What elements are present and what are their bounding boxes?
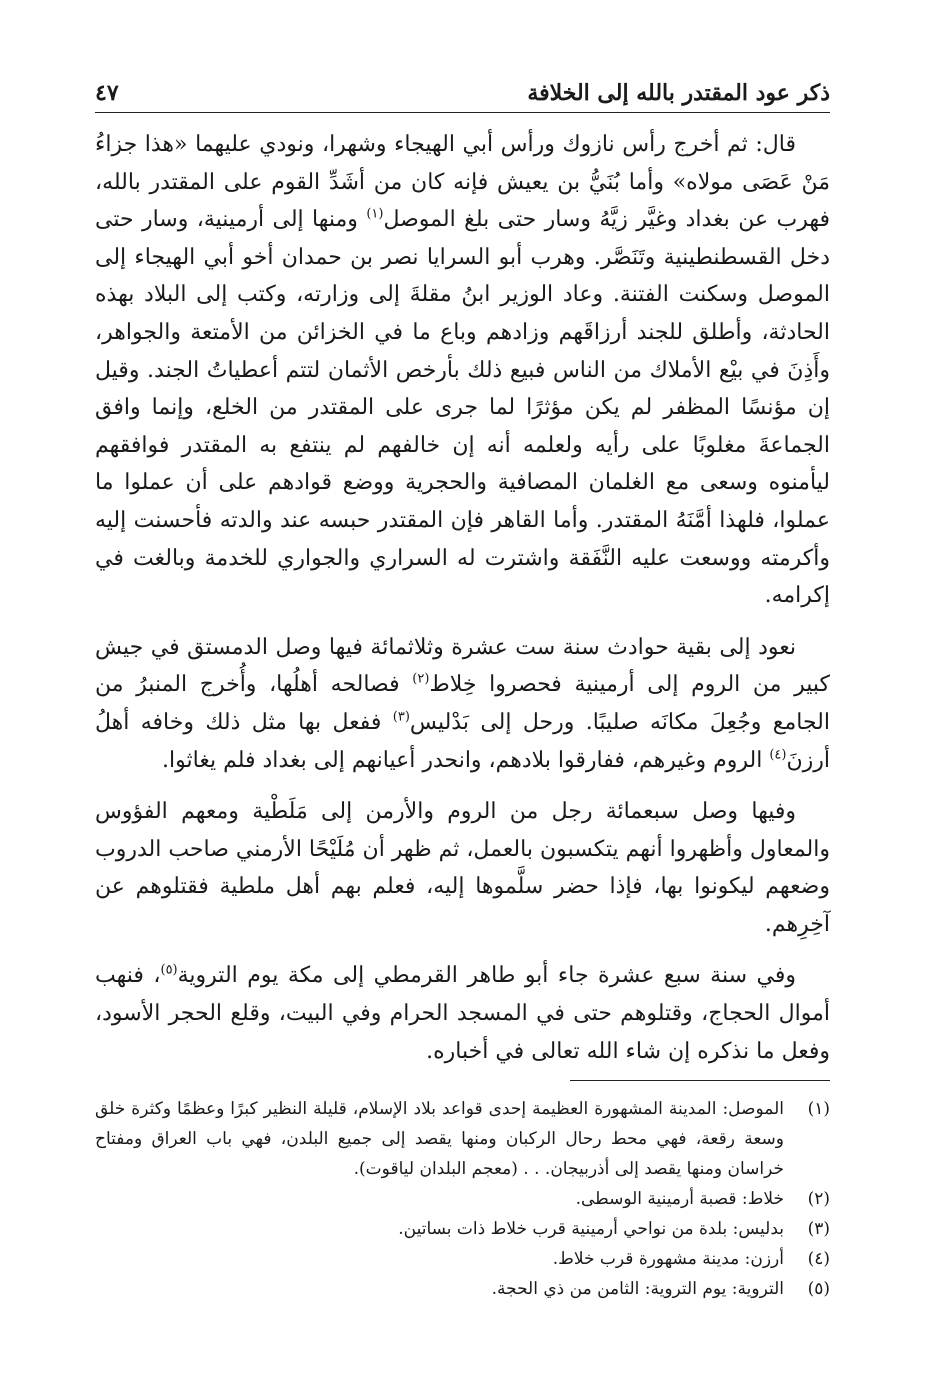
footnote-ref-4[interactable]: (٤) bbox=[769, 747, 787, 763]
footnote-text: أرزن: مدينة مشهورة قرب خلاط. bbox=[552, 1249, 784, 1269]
paragraph-4-text-a: وفي سنة سبع عشرة جاء أبو طاهر القرمطي إلى مكة يوم التروية bbox=[177, 963, 796, 989]
paragraph-2-text-d: الروم وغيرهم، ففارقوا بلادهم، وانحدر أعيانهم إلى بغداد فلم يغاثوا. bbox=[162, 747, 770, 773]
footnote-2 bbox=[95, 1184, 830, 1214]
footnote-text: الموصل: المدينة المشهورة العظيمة إحدى قواعد بلاد الإسلام، قليلة النظير كبرًا وعظمًا وكثرة خلق وسعة رقعة، فهي محط رحال الركبان ومنها يقصد إلى جميع البلدن، فهي باب العراق ومفتاح خراسان ومنها يقصد إلى أذربيجان. . . (معجم البلدان لياقوت). bbox=[95, 1099, 784, 1179]
footnote-ref-2[interactable]: (٢) bbox=[412, 671, 430, 687]
footnote-5 bbox=[95, 1274, 830, 1304]
paragraph-1 bbox=[95, 126, 830, 615]
footnote-number: (٣) bbox=[807, 1219, 830, 1239]
page-number: ٤٧ bbox=[95, 80, 119, 106]
footnote-ref-3[interactable]: (٣) bbox=[392, 709, 410, 725]
footnote-text: بدليس: بلدة من نواحي أرمينية قرب خلاط ذات بساتين. bbox=[398, 1219, 784, 1239]
footnotes bbox=[95, 1094, 830, 1304]
paragraph-3: وفيها وصل سبعمائة رجل من الروم والأرمن إلى مَلَطْية ومعهم الفؤوس والمعاول وأظهروا أنهم يتكسبون بالعمل، ثم ظهر أن مُلَيْحًا الأرمني صاحب الدروب وضعهم ليكونوا بها، فإذا حضر سلَّموها إليه، فعلم بهم أهل ملطية فقتلوهم عن آخِرِهم. bbox=[95, 799, 830, 937]
footnote-text: خلاط: قصبة أرمينية الوسطى. bbox=[575, 1189, 784, 1209]
footnote-number: (١) bbox=[807, 1099, 830, 1119]
paragraph-4 bbox=[95, 957, 830, 1070]
footnote-4 bbox=[95, 1244, 830, 1274]
footnote-ref-5[interactable]: (٥) bbox=[160, 963, 178, 979]
footnote-text: التروية: يوم التروية: الثامن من ذي الحجة. bbox=[491, 1279, 784, 1299]
footnote-separator bbox=[570, 1080, 830, 1081]
paragraph-2-text-a: نعود إلى بقية حوادث سنة ست عشرة وثلاثمائة فيها وصل الدمستق في جيش كبير من الروم إلى أرمينية فحصروا خِلاط bbox=[95, 634, 830, 698]
header-rule bbox=[95, 112, 830, 113]
paragraph-2 bbox=[95, 629, 830, 779]
running-header bbox=[95, 78, 830, 112]
paragraph-2-text-b: فصالحه أهلُها، وأُخرج المنبرُ من الجامع وجُعِلَ مكانَه صليبًا. ورحل إلى بَدْليس bbox=[95, 672, 830, 735]
footnote-3 bbox=[95, 1214, 830, 1244]
main-text bbox=[95, 126, 830, 1070]
footnote-ref-1[interactable]: (١) bbox=[366, 206, 384, 222]
running-title: ذكر عود المقتدر بالله إلى الخلافة bbox=[527, 80, 830, 106]
footnote-number: (٢) bbox=[807, 1189, 830, 1209]
paragraph-1-text-b: ومنها إلى أرمينية، وسار حتى دخل القسطنطينية وتَنَصَّر. وهرب أبو السرايا نصر بن حمدان أخو أبي الهيجاء إلى الموصل وسكنت الفتنة. وعاد الوزير ابنُ مقلةَ إلى وزارته، وكتب إلى البلاد بهذه الحادثة، وأطلق للجند أرزاقَهم وزادهم وباع ما في الخزائن من الأمتعة والجواهر، وأَذِنَ في بيْع الأملاك من الناس فبيع ذلك بأرخص الأثمان لتتم أعطياتُ الجند. وقيل إن مؤنسًا المظفر لم يكن مؤثرًا لما جرى على المقتدر من الخلع، وإنما وافق الجماعةَ مغلوبًا على رأيه ولعلمه أنه إن خالفهم لم ينتفع به المقتدر فوافقهم ليأمنوه وسعى مع الغلمان المصافية والحجرية ووضع قوادهم على أن عملوا ما عملوا، فلهذا أمَّنَهُ المقتدر. وأما القاهر فإن المقتدر حبسه عند والدته فأحسنت إليه وأكرمته ووسعت عليه النَّفَقة واشترت له السراري والجواري للخدمة وبالغت في إكرامه. bbox=[95, 207, 830, 609]
footnote-number: (٤) bbox=[807, 1249, 830, 1269]
paragraph-2-text-c: ففعل بها مثل ذلك وخافه أهلُ أرزنَ bbox=[95, 709, 830, 773]
paragraph-1-text-a: قال: ثم أخرج رأس نازوك ورأس أبي الهيجاء وشهرا، ونودي عليهما «هذا جزاءُ مَنْ عَصَى مولاه» وأما بُنَيُّ بن يعيش فإنه كان من أشَدِّ القوم على المقتدر بالله، فهرب عن بغداد وغيَّر زيَّهُ وسار حتى بلغ الموصل bbox=[95, 132, 830, 233]
paragraph-4-text-b: ، فنهب أموال الحجاج، وقتلوهم حتى في المسجد الحرام وفي البيت، وقلع الحجر الأسود، وفعل ما نذكره إن شاء الله تعالى في أخباره. bbox=[95, 963, 830, 1064]
footnote-number: (٥) bbox=[807, 1279, 830, 1299]
footnote-1 bbox=[95, 1094, 830, 1184]
